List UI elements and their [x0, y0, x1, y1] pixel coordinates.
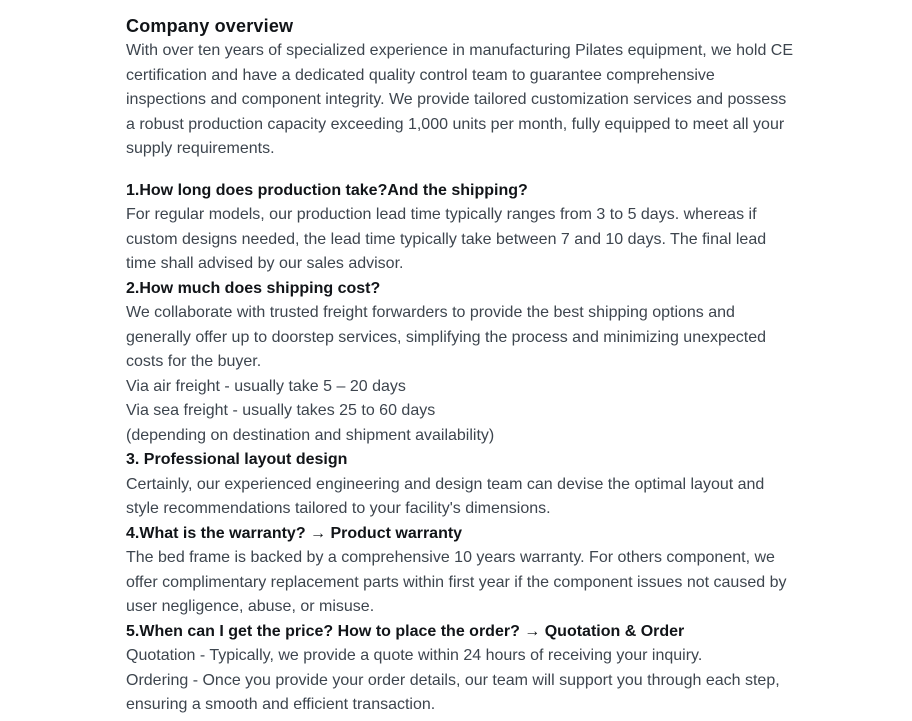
faq-question: 2.How much does shipping cost? — [126, 279, 381, 297]
faq-answer-line: For regular models, our production lead time typically ranges from 3 to 5 days. whereas if custom designs needed, the lead time typically take between 7 and 10 days. The final lead time shall advised by our sales advisor. — [126, 206, 767, 272]
company-overview-text: With over ten years of specialized experience in manufacturing Pilates equipment, we hold CE certification and have a dedicated quality control team to guarantee comprehensive inspections and component integrity. We provide tailored customization services and possess a robust production capacity exceeding 1,000 units per month, fully equipped to meet all your supply requirements. — [126, 42, 794, 157]
faq-answer-line: Quotation - Typically, we provide a quote within 24 hours of receiving your inquiry. — [126, 647, 703, 664]
faq-item-shipping-cost — [126, 277, 796, 449]
faq-answer-line: We collaborate with trusted freight forwarders to provide the best shipping options and generally offer up to doorstep services, simplifying the process and minimizing unexpected costs for the buyer. — [126, 304, 767, 370]
faq-item-layout-design — [126, 448, 796, 522]
faq-item-warranty — [126, 522, 796, 620]
faq-answer-line: Certainly, our experienced engineering and design team can devise the optimal layout and style recommendations tailored to your facility's dimensions. — [126, 475, 765, 517]
faq-answer-line: Via sea freight - usually takes 25 to 60 days — [126, 402, 436, 419]
company-overview-heading: Company overview — [126, 16, 294, 36]
faq-answer-line: The bed frame is backed by a comprehensive 10 years warranty. For others component, we offer complimentary replacement parts within first year if the component issues not caused by user negligence, abuse, or misuse. — [126, 549, 787, 615]
faq-question: 1.How long does production take?And the shipping? — [126, 181, 528, 199]
faq-answer-line: Ordering - Once you provide your order details, our team will support you through each step, ensuring a smooth and efficient transaction. — [126, 671, 780, 713]
faq-answer-line: Via air freight - usually take 5 – 20 days — [126, 377, 406, 395]
faq-section — [126, 179, 796, 718]
faq-item-production-time — [126, 179, 796, 277]
faq-question: 5.When can I get the price? How to place the order? → Quotation & Order — [126, 622, 685, 640]
faq-item-price-order — [126, 620, 796, 718]
faq-question: 4.What is the warranty? → Product warranty — [126, 524, 463, 542]
faq-question: 3. Professional layout design — [126, 451, 348, 468]
company-overview-section — [126, 13, 796, 162]
faq-answer-line: (depending on destination and shipment availability) — [126, 426, 495, 444]
